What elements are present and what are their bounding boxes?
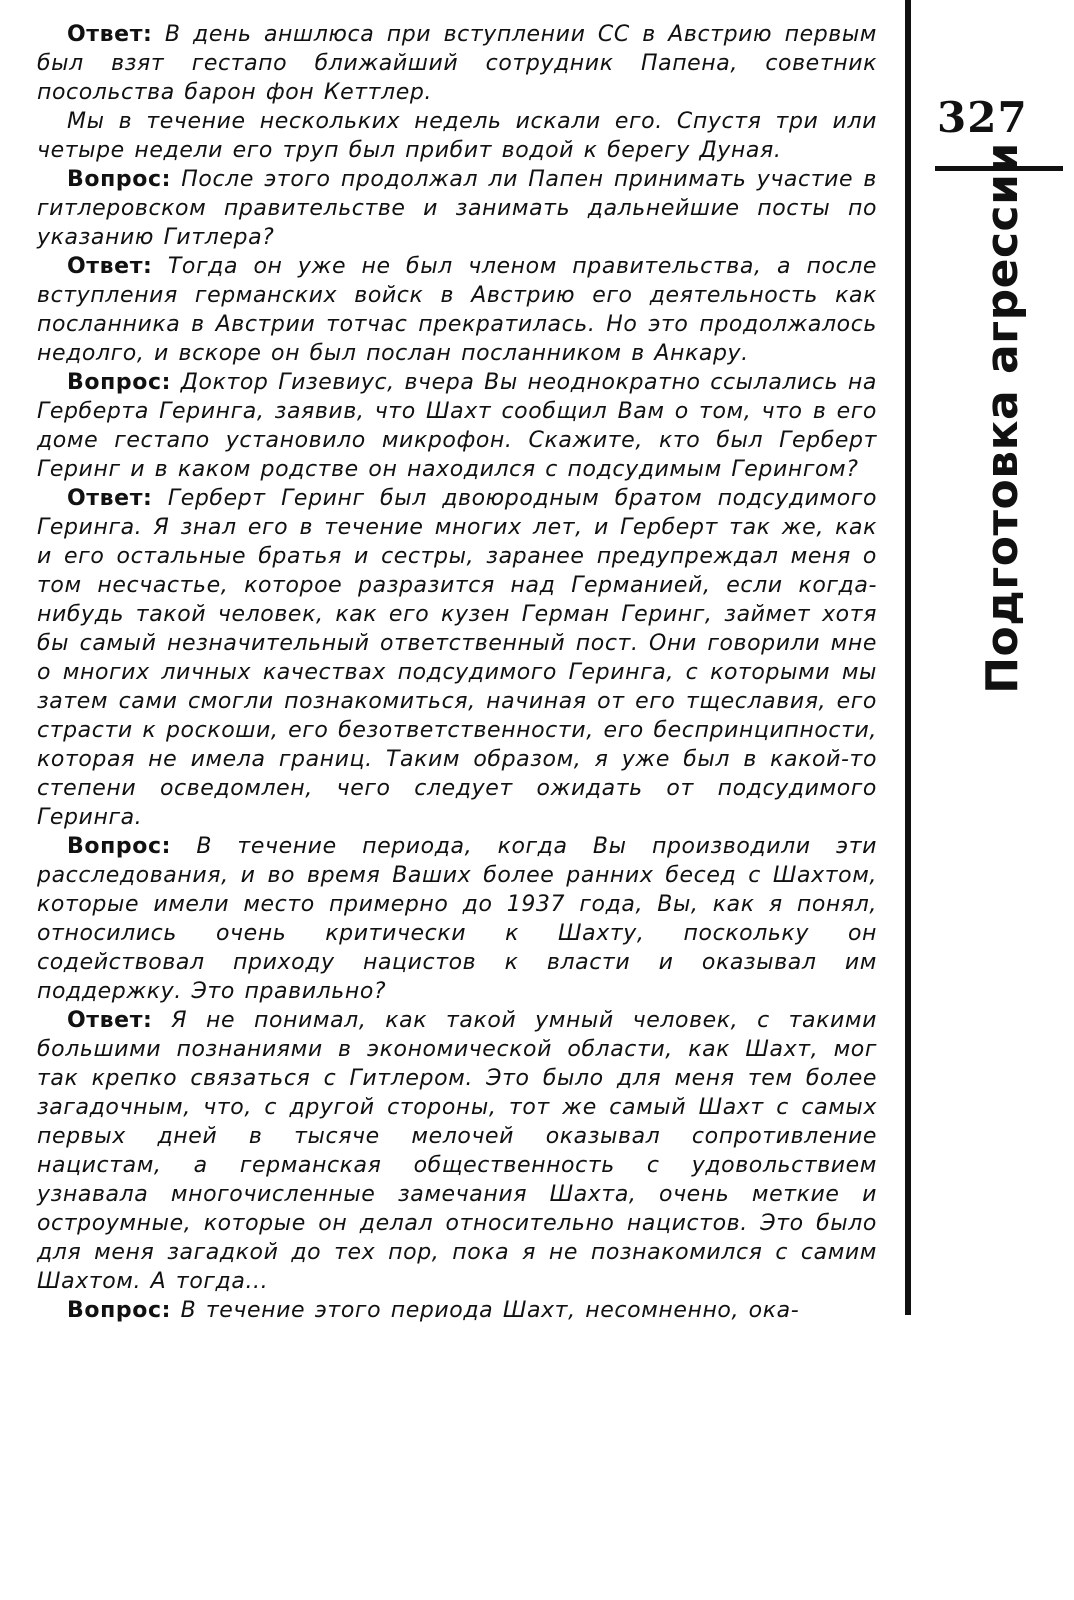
speaker-label: Вопрос: xyxy=(67,834,171,859)
speaker-label: Ответ: xyxy=(67,1008,153,1033)
page-number: 327 xyxy=(937,93,1028,142)
paragraph-text: Мы в течение нескольких недель искали его. Спустя три или четыре недели его труп был прибит водой к берегу Дуная. xyxy=(37,109,877,163)
speaker-label: Вопрос: xyxy=(67,167,171,192)
paragraph-question-schacht xyxy=(37,832,877,1006)
paragraph-continuation-search xyxy=(37,107,877,165)
paragraph-text: В течение этого периода Шахт, несомненно, ока- xyxy=(180,1298,800,1323)
speaker-label: Ответ: xyxy=(67,22,153,47)
paragraph-answer-herbert xyxy=(37,484,877,832)
paragraph-text: Доктор Гизевиус, вчера Вы неоднократно ссылались на Герберта Геринга, заявив, что Шахт сообщил Вам о том, что в его доме гестапо установило микрофон. Скажите, кто был Герберт Геринг и в каком родстве он находился с подсудимым Герингом? xyxy=(37,370,878,482)
running-title: Подготовка агрессии xyxy=(977,142,1028,694)
paragraph-text: Я не понимал, как такой умный человек, с такими большими познаниями в экономической области, как Шахт, мог так крепко связаться с Гитлером. Это было для меня тем более загадочным, что, с другой стороны, тот же самый Шахт с самых первых дней в тысяче мелочей оказывал сопротивление нацистам, а германская общественность с удовольствием узнавала многочисленные замечания Шахта, очень меткие и остроумные, которые он делал относительно нацистов. Это было для меня загадкой до тех пор, пока я не познакомился с самим Шахтом. А тогда... xyxy=(37,1008,877,1294)
paragraph-answer-anschluss xyxy=(37,20,877,107)
vertical-rule xyxy=(905,0,911,1315)
main-text-column xyxy=(37,20,877,1325)
paragraph-question-period xyxy=(37,1296,877,1325)
paragraph-answer-schacht xyxy=(37,1006,877,1296)
speaker-label: Вопрос: xyxy=(67,1298,171,1323)
paragraph-question-herbert xyxy=(37,368,877,484)
paragraph-text: После этого продолжал ли Папен принимать участие в гитлеровском правительстве и занимать дальнейшие посты по указанию Гитлера? xyxy=(37,167,877,250)
paragraph-text: В течение периода, когда Вы производили эти расследования, и во время Ваших более ранних бесед с Шахтом, которые имели место примерно до 1937 года, Вы, как я понял, относились очень критически к Шахту, поскольку он содействовал приходу нацистов к власти и оказывал им поддержку. Это правильно? xyxy=(37,834,878,1004)
paragraph-question-papen xyxy=(37,165,877,252)
paragraph-text: Герберт Геринг был двоюродным братом подсудимого Геринга. Я знал его в течение многих лет, и Герберт так же, как и его остальные братья и сестры, заранее предупреждал меня о том несчастье, которое разразится над Германией, если когда-нибудь такой человек, как его кузен Герман Геринг, займет хотя бы самый незначительный ответственный пост. Они говорили мне о многих личных качествах подсудимого Геринга, с которыми мы затем сами смогли познакомиться, начиная от его тщеславия, его страсти к роскоши, его безответственности, его беспринципности, которая не имела границ. Таким образом, я уже был в какой-то степени осведомлен, чего следует ожидать от подсудимого Геринга. xyxy=(37,486,877,830)
speaker-label: Вопрос: xyxy=(67,370,171,395)
page-margin-sidebar xyxy=(905,0,1074,1600)
paragraph-text: В день аншлюса при вступлении СС в Австрию первым был взят гестапо ближайший сотрудник Папена, советник посольства барон фон Кеттлер. xyxy=(37,22,878,105)
paragraph-answer-ankara xyxy=(37,252,877,368)
speaker-label: Ответ: xyxy=(67,254,153,279)
paragraph-text: Тогда он уже не был членом правительства, а после вступления германских войск в Австрию его деятельность как посланника в Австрии тотчас прекратилась. Но это продолжалось недолго, и вскоре он был послан посланником в Анкару. xyxy=(37,254,877,366)
speaker-label: Ответ: xyxy=(67,486,153,511)
